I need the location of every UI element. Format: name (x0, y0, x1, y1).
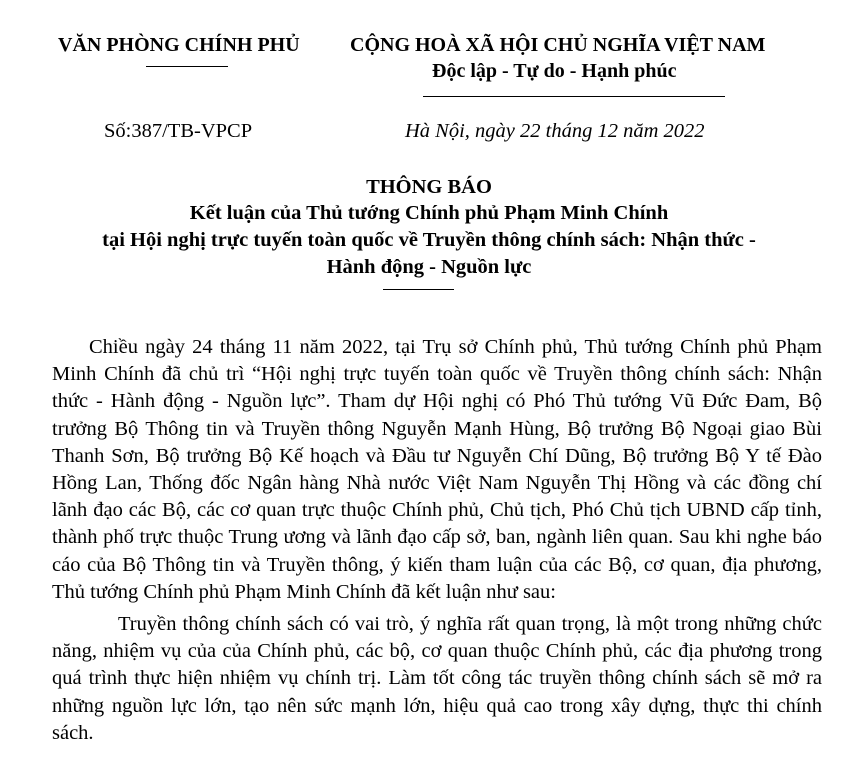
document-number: Số:387/TB-VPCP (104, 120, 253, 142)
title-line-3: Hành động - Nguồn lực (326, 256, 532, 278)
country-name: CỘNG HOÀ XÃ HỘI CHỦ NGHĨA VIỆT NAM (350, 34, 766, 56)
title-underline (383, 289, 454, 290)
place-and-date: Hà Nội, ngày 22 tháng 12 năm 2022 (405, 120, 705, 142)
title-line-1: Kết luận của Thủ tướng Chính phủ Phạm Minh Chính (189, 202, 669, 224)
title-line-2: tại Hội nghị trực tuyến toàn quốc về Truyền thông chính sách: Nhận thức - (102, 229, 756, 251)
body-paragraph-2: Truyền thông chính sách có vai trò, ý nghĩa rất quan trọng, là một trong những chức năng, nhiệm vụ của của Chính phủ, các bộ, cơ quan thuộc Chính phủ, các địa phương trong quá trình thực hiện nhiệm vụ chính trị. Làm tốt công tác truyền thông chính sách sẽ mở ra những nguồn lực lớn, tạo nên sức mạnh lớn, hiệu quả cao trong xây dựng, thực thi chính sách. (52, 613, 822, 744)
national-motto: Độc lập - Tự do - Hạnh phúc (432, 60, 677, 82)
issuing-agency: VĂN PHÒNG CHÍNH PHỦ (58, 34, 300, 56)
document-body (52, 334, 822, 747)
motto-underline (423, 96, 725, 97)
document-type: THÔNG BÁO (366, 176, 492, 198)
agency-underline (146, 66, 228, 67)
body-paragraph-1: Chiều ngày 24 tháng 11 năm 2022, tại Trụ sở Chính phủ, Thủ tướng Chính phủ Phạm Minh Chính đã chủ trì “Hội nghị trực tuyến toàn quốc về Truyền thông chính sách: Nhận thức - Hành động - Nguồn lực”. Tham dự Hội nghị có Phó Thủ tướng Vũ Đức Đam, Bộ trưởng Bộ Thông tin và Truyền thông Nguyễn Mạnh Hùng, Bộ trưởng Bộ Ngoại giao Bùi Thanh Sơn, Bộ trưởng Bộ Kế hoạch và Đầu tư Nguyễn Chí Dũng, Bộ trưởng Bộ Y tế Đào Hồng Lan, Thống đốc Ngân hàng Nhà nước Việt Nam Nguyễn Thị Hồng và các đồng chí lãnh đạo các Bộ, các cơ quan trực thuộc Chính phủ, Chủ tịch, Phó Chủ tịch UBND cấp tỉnh, thành phố trực thuộc Trung ương và lãnh đạo cấp sở, ban, ngành liên quan. Sau khi nghe báo cáo của Bộ Thông tin và Truyền thông, ý kiến tham luận của các Bộ, cơ quan, địa phương, Thủ tướng Chính phủ Phạm Minh Chính đã kết luận như sau: (52, 336, 822, 603)
